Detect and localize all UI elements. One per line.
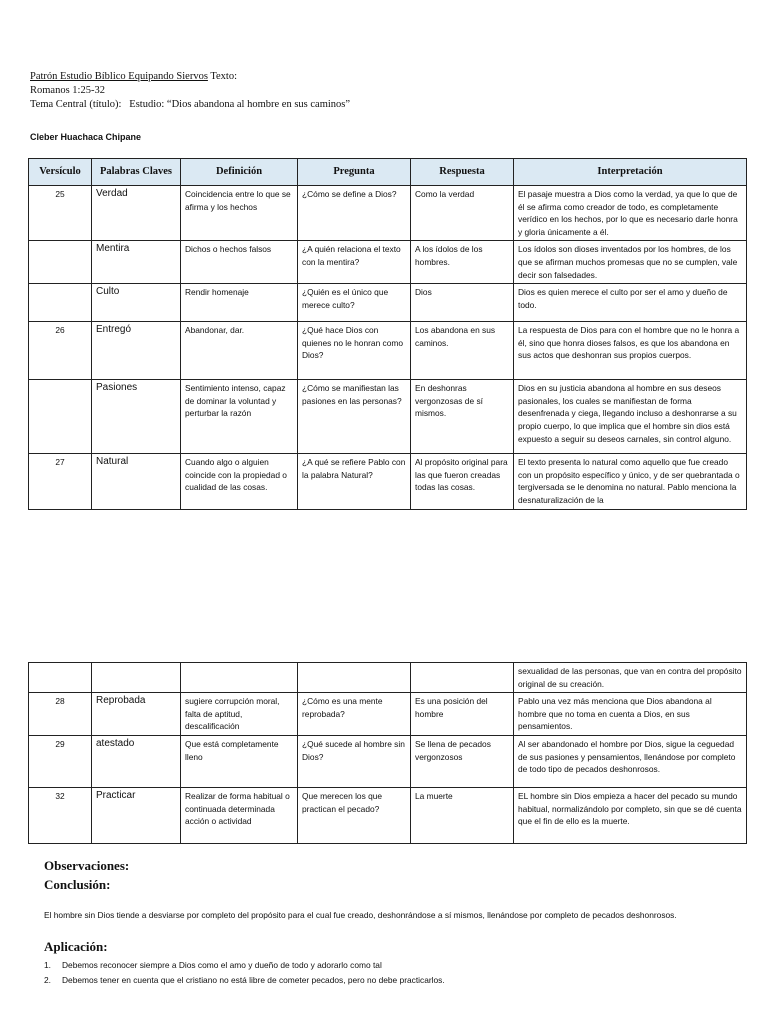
cell-answer [411,663,514,693]
texto-label: Texto: [210,71,238,82]
study-table-page-1 [28,158,747,510]
cell-question: ¿Cómo se manifiestan las pasiones en las personas? [298,380,411,454]
cell-definition: Que está completamente lleno [181,735,298,787]
col-header-respuesta: Respuesta [411,159,514,186]
table-row [29,735,747,787]
author-name: Cleber Huachaca Chipane [30,132,142,142]
cell-verse [29,663,92,693]
cell-keyword: Reprobada [92,693,181,736]
cell-verse [29,284,92,322]
table-row [29,454,747,510]
list-item: 1. Debemos reconocer siempre a Dios como el amo y dueño de todo y adorarlo como tal [44,960,382,970]
conclusion-text: El hombre sin Dios tiende a desviarse por completo del propósito para el cual fue creado, deshonrándose a sí mismos, llenándose por completo de pecados deshonrosos. [44,910,677,920]
cell-interpretation: La respuesta de Dios para con el hombre que no le honra a él, sino que honra dioses falsos, es que los abandona en sus actos que deshonran sus propios cuerpos. [514,322,747,380]
cell-question: ¿Cómo se define a Dios? [298,186,411,241]
cell-definition: Abandonar, dar. [181,322,298,380]
cell-interpretation: El texto presenta lo natural como aquello que fue creado con un propósito específico y único, y de ser quebrantada o tergiversada se le denomina no natural. Pablo menciona la desnaturalización de la [514,454,747,510]
cell-interpretation: EL hombre sin Dios empieza a hacer del pecado su mundo habitual, normalizándolo por completo, sin que se dé cuenta que el fin de ello es la muerte. [514,787,747,843]
cell-verse [29,380,92,454]
header-line-1 [30,70,237,84]
aplicacion-heading: Aplicación: [44,939,108,954]
cell-definition: sugiere corrupción moral, falta de aptitud, descalificación [181,693,298,736]
table-row [29,787,747,843]
cell-interpretation: El pasaje muestra a Dios como la verdad, ya que lo que de él se afirma como creador de todo, es completamente verídico en los hechos, por lo que es necesario darle honra y gloria únicamente a él. [514,186,747,241]
cell-keyword: Natural [92,454,181,510]
table-row [29,322,747,380]
cell-answer: A los ídolos de los hombres. [411,241,514,284]
cell-verse: 25 [29,186,92,241]
cell-definition: Cuando algo o alguien coincide con la propiedad o cualidad de las cosas. [181,454,298,510]
col-header-palabras-claves: Palabras Claves [92,159,181,186]
cell-answer: Se llena de pecados vergonzosos [411,735,514,787]
cell-keyword: Culto [92,284,181,322]
cell-keyword [92,663,181,693]
col-header-interpretacion: Interpretación [514,159,747,186]
cell-interpretation: Al ser abandonado el hombre por Dios, sigue la ceguedad de sus pasiones y pensamientos, llenándose por completo de todo tipo de pecados deshonrosos. [514,735,747,787]
cell-question: ¿Qué sucede al hombre sin Dios? [298,735,411,787]
cell-keyword: Verdad [92,186,181,241]
cell-answer: Dios [411,284,514,322]
pattern-label: Patrón Estudio Bíblico Equipando Siervos [30,71,208,82]
col-header-pregunta: Pregunta [298,159,411,186]
cell-interpretation: Dios es quien merece el culto por ser el amo y dueño de todo. [514,284,747,322]
cell-keyword: Entregó [92,322,181,380]
cell-definition: Dichos o hechos falsos [181,241,298,284]
cell-question: ¿A qué se refiere Pablo con la palabra Natural? [298,454,411,510]
cell-interpretation: Dios en su justicia abandona al hombre en sus deseos pasionales, los cuales se manifiestan de forma desenfrenada y ciega, llegando incluso a deshonrarse a su propio cuerpo, lo que implica que el hombre sin dios está expuesto a seguir su deseos carnales, sin control alguno. [514,380,747,454]
list-item: 2. Debemos tener en cuenta que el cristiano no está libre de cometer pecados, pero no debe practicarlos. [44,975,445,985]
cell-definition [181,663,298,693]
table-header-row [29,159,747,186]
cell-definition: Realizar de forma habitual o continuada determinada acción o actividad [181,787,298,843]
header-line-3 [30,98,350,112]
cell-interpretation: Pablo una vez más menciona que Dios abandona al hombre que no toma en cuenta a Dios, en sus pensamientos. [514,693,747,736]
cell-keyword: Practicar [92,787,181,843]
cell-verse: 27 [29,454,92,510]
cell-keyword: atestado [92,735,181,787]
table-row [29,241,747,284]
study-title: Estudio: “Dios abandona al hombre en sus caminos” [129,99,351,110]
cell-answer: Los abandona en sus caminos. [411,322,514,380]
aplicacion-list [44,958,445,988]
cell-answer: La muerte [411,787,514,843]
table-row [29,663,747,693]
cell-answer: En deshonras vergonzosas de sí mismos. [411,380,514,454]
table-row [29,284,747,322]
cell-verse: 29 [29,735,92,787]
cell-definition: Rendir homenaje [181,284,298,322]
cell-definition: Sentimiento intenso, capaz de dominar la voluntad y perturbar la razón [181,380,298,454]
table-row [29,186,747,241]
cell-answer: Es una posición del hombre [411,693,514,736]
cell-question: ¿Cómo es una mente reprobada? [298,693,411,736]
cell-verse: 26 [29,322,92,380]
cell-interpretation: sexualidad de las personas, que van en contra del propósito original de su creación. [514,663,747,693]
cell-verse: 32 [29,787,92,843]
col-header-versiculo: Versículo [29,159,92,186]
cell-keyword: Mentira [92,241,181,284]
cell-keyword: Pasiones [92,380,181,454]
cell-question: ¿A quién relaciona el texto con la mentira? [298,241,411,284]
tema-label: Tema Central (título): [30,99,122,110]
cell-answer: Como la verdad [411,186,514,241]
col-header-definicion: Definición [181,159,298,186]
reference: Romanos 1:25-32 [30,85,105,96]
cell-interpretation: Los ídolos son dioses inventados por los hombres, de los que se afirman muchos promesas que no se cumplen, vale decir son falsedades. [514,241,747,284]
observaciones-heading: Observaciones: [44,858,130,873]
study-table-page-2 [28,662,747,844]
cell-question: ¿Quién es el único que merece culto? [298,284,411,322]
cell-verse [29,241,92,284]
cell-question: Que merecen los que practican el pecado? [298,787,411,843]
cell-verse: 28 [29,693,92,736]
cell-question: ¿Qué hace Dios con quienes no le honran como Dios? [298,322,411,380]
cell-answer: Al propósito original para las que fueron creadas todas las cosas. [411,454,514,510]
table-row [29,380,747,454]
table-row [29,693,747,736]
conclusion-heading: Conclusión: [44,877,111,892]
cell-definition: Coincidencia entre lo que se afirma y los hechos [181,186,298,241]
cell-question [298,663,411,693]
